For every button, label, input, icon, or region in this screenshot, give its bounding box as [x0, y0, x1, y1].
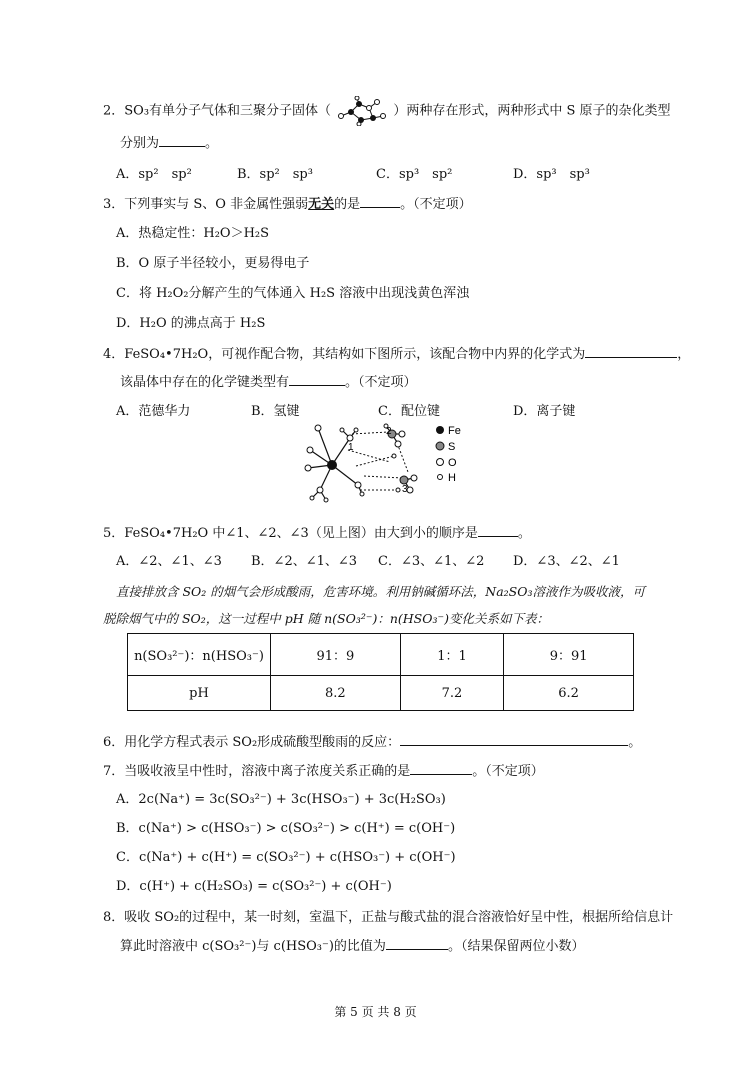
q7-stem — [103, 760, 544, 779]
q8-text-b: 算此时溶液中 c(SO₃²⁻)与 c(HSO₃⁻)的比值为 — [120, 939, 386, 954]
q7-option-b: B．c(Na⁺) > c(HSO₃⁻) > c(SO₃²⁻) > c(H⁺) = c(OH⁻) — [116, 821, 456, 836]
q4-text-b-end: 。（不定项） — [345, 375, 417, 390]
q7-option-a: A．2c(Na⁺) = 3c(SO₃²⁻) + 3c(HSO₃⁻) + 3c(H₂SO₃) — [116, 792, 446, 807]
q6-text-a-end: 。 — [628, 735, 642, 750]
q4-option-d: D．离子键 — [513, 404, 576, 419]
q7-text-a-end: 。（不定项） — [472, 764, 544, 779]
q4-text-a-end: ， — [677, 347, 691, 362]
q6-stem — [103, 731, 641, 750]
table-cell: 7.2 — [400, 676, 503, 711]
ph-ratio-table — [127, 633, 634, 711]
q2-text-b: ）两种存在形式，两种形式中 S 原子的杂化类型 — [393, 103, 671, 119]
q4-option-a: A．范德华力 — [116, 404, 191, 419]
q2-text-c-end: 。 — [205, 136, 219, 151]
q5-answer-blank[interactable] — [478, 524, 518, 537]
q8-text-b-end: 。（结果保留两位小数） — [447, 939, 585, 954]
q2-stem — [103, 96, 671, 126]
q3-option-a: A．热稳定性：H₂O＞H₂S — [116, 226, 270, 241]
q2-stem-line2 — [120, 132, 218, 151]
q4-answer-blank-2[interactable] — [289, 373, 345, 386]
q3-text-c: 。（不定项） — [400, 197, 472, 212]
q3-answer-blank[interactable] — [360, 195, 400, 208]
angle-label-1: 1 — [348, 442, 354, 453]
q3-option-d: D．H₂O 的沸点高于 H₂S — [116, 316, 266, 331]
q8-stem: 8．吸收 SO₂的过程中，某一时刻，室温下，正盐与酸式盐的混合溶液恰好呈中性，根据所给信息计 — [103, 910, 674, 925]
angle-label-2: 2 — [386, 426, 392, 437]
passage-line-1: 直接排放含 SO₂ 的烟气会形成酸雨，危害环境。利用钠碱循环法，Na₂SO₃溶液作为吸收液，可 — [116, 584, 645, 599]
q3-text-a: 3．下列事实与 S、O 非金属性强弱 — [103, 197, 309, 212]
legend-s: S — [448, 441, 456, 453]
table-cell: 8.2 — [271, 676, 401, 711]
q2-answer-blank[interactable] — [159, 134, 205, 147]
q8-answer-blank[interactable] — [386, 937, 448, 950]
q6-text-a: 6．用化学方程式表示 SO₂形成硫酸型酸雨的反应： — [103, 735, 401, 750]
q4-answer-blank-1[interactable] — [585, 345, 677, 358]
q4-text-a: 4．FeSO₄•7H₂O，可视作配合物，其结构如下图所示，该配合物中内界的化学式为 — [103, 347, 586, 362]
page-footer: 第 5 页 共 8 页 — [334, 1005, 417, 1019]
passage-line-2: 脱除烟气中的 SO₂，这一过程中 pH 随 n(SO₃²⁻)：n(HSO₃⁻)变化关系如下表： — [103, 611, 549, 626]
q2-text-c: 分别为 — [120, 136, 160, 151]
table-cell: 91：9 — [271, 634, 401, 676]
q7-answer-blank[interactable] — [410, 762, 472, 775]
q3-option-c: C．将 H₂O₂分解产生的气体通入 H₂S 溶液中出现浅黄色浑浊 — [116, 286, 470, 301]
q3-text-b: 的是 — [334, 197, 361, 212]
q4-option-c: C．配位键 — [378, 404, 440, 419]
feso4-structure-diagram — [290, 420, 490, 520]
legend-h: H — [448, 472, 456, 484]
q8-stem-line2 — [120, 935, 584, 954]
q4-stem-line2 — [120, 371, 417, 390]
legend-o: O — [448, 457, 457, 469]
table-cell: 1：1 — [400, 634, 503, 676]
q4-text-b: 该晶体中存在的化学键类型有 — [120, 375, 290, 390]
table-cell: 9：91 — [504, 634, 634, 676]
q7-text-a: 7．当吸收液呈中性时，溶液中离子浓度关系正确的是 — [103, 764, 411, 779]
legend-fe: Fe — [448, 425, 461, 437]
table-row — [128, 676, 634, 711]
table-row — [128, 634, 634, 676]
q5-stem — [103, 522, 531, 541]
q5-option-a: A．∠2、∠1、∠3 — [116, 554, 222, 569]
q2-option-b: B．sp² sp³ — [237, 167, 313, 182]
angle-label-3: 3 — [402, 484, 408, 495]
q3-emphasis: 无关 — [308, 197, 335, 212]
table-row-header: pH — [128, 676, 271, 711]
q6-answer-blank[interactable] — [400, 733, 628, 746]
q3-option-b: B．O 原子半径较小，更易得电子 — [116, 256, 310, 271]
table-cell: 6.2 — [504, 676, 634, 711]
q2-option-c: C．sp³ sp² — [376, 167, 453, 182]
q5-text-a: 5．FeSO₄•7H₂O 中∠1、∠2、∠3（见上图）由大到小的顺序是 — [103, 526, 478, 541]
q5-option-d: D．∠3、∠2、∠1 — [513, 554, 620, 569]
q2-option-d: D．sp³ sp³ — [513, 167, 590, 182]
q5-option-b: B．∠2、∠1、∠3 — [251, 554, 358, 569]
q4-stem — [103, 343, 690, 362]
q2-option-a: A．sp² sp² — [116, 167, 192, 182]
so3-trimer-structure-image — [337, 96, 387, 126]
q7-option-c: C．c(Na⁺) + c(H⁺) = c(SO₃²⁻) + c(HSO₃⁻) + c(OH⁻) — [116, 850, 456, 865]
q4-option-b: B．氢键 — [251, 404, 300, 419]
q2-text-a: 2．SO₃有单分子气体和三聚分子固体（ — [103, 103, 332, 119]
q7-option-d: D．c(H⁺) + c(H₂SO₃) = c(SO₃²⁻) + c(OH⁻) — [116, 879, 392, 894]
q3-stem — [103, 193, 472, 212]
q5-text-a-end: 。 — [517, 526, 531, 541]
table-row-header: n(SO₃²⁻)：n(HSO₃⁻) — [128, 634, 271, 676]
q5-option-c: C．∠3、∠1、∠2 — [378, 554, 485, 569]
